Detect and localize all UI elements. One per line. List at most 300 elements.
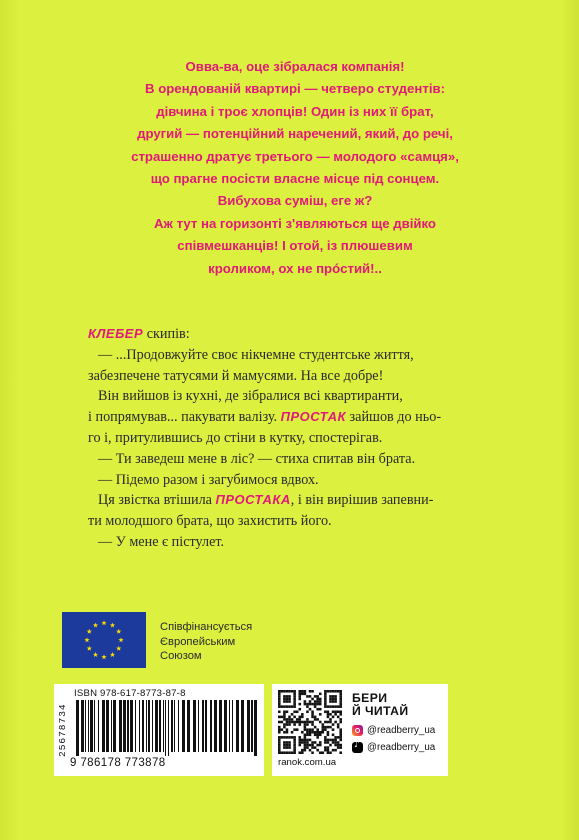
slogan-line: БЕРИ: [352, 691, 388, 705]
qr-module: [281, 736, 284, 739]
qr-module: [291, 713, 294, 716]
qr-module: [327, 716, 330, 719]
barcode-bar: [135, 700, 136, 752]
qr-code-icon[interactable]: [278, 690, 342, 754]
excerpt-text: , і він вирішив запевни-: [290, 492, 434, 509]
qr-module: [319, 708, 322, 711]
barcode-bar: [81, 700, 84, 752]
qr-module: [278, 751, 281, 754]
qr-module: [301, 690, 304, 693]
barcode-bar: [130, 700, 133, 752]
qr-module: [306, 705, 309, 708]
barcode-bar: [155, 700, 158, 752]
barcode-bar: [193, 700, 196, 752]
barcode-bar: [251, 700, 253, 752]
qr-module: [311, 746, 314, 749]
barcode-bar: [148, 700, 150, 752]
qr-module: [327, 741, 330, 744]
qr-module: [298, 718, 301, 721]
qr-module: [324, 728, 327, 731]
qr-module: [337, 705, 340, 708]
qr-module: [311, 728, 314, 731]
barcode-bar: [119, 700, 122, 752]
blurb-line: кроликом, ох не прóстий!..: [208, 260, 382, 276]
qr-module: [327, 705, 330, 708]
blurb-line: В орендованій квартирі — четверо студентів:: [145, 81, 445, 97]
qr-module: [327, 734, 330, 737]
qr-module: [283, 726, 286, 729]
qr-module: [304, 721, 307, 724]
excerpt-text: зайшов до ньо-: [346, 409, 442, 426]
barcode-bar: [90, 700, 93, 752]
qr-module: [298, 721, 301, 724]
qr-module: [304, 736, 307, 739]
qr-module: [316, 731, 319, 734]
qr-module: [337, 716, 340, 719]
qr-module: [314, 731, 317, 734]
qr-module: [281, 751, 284, 754]
qr-module: [324, 739, 327, 742]
qr-module: [298, 741, 301, 744]
qr-module: [339, 710, 342, 713]
barcode-bar: [236, 700, 239, 752]
barcode-bar: [139, 700, 140, 752]
qr-module: [306, 710, 309, 713]
qr-module: [339, 746, 342, 749]
qr-module: [293, 744, 296, 747]
qr-module: [304, 728, 307, 731]
qr-module: [332, 716, 335, 719]
qr-module: [339, 703, 342, 706]
barcode-bar: [88, 700, 89, 752]
eu-star: [118, 637, 123, 642]
qr-module: [298, 708, 301, 711]
qr-module: [278, 710, 281, 713]
qr-module: [339, 695, 342, 698]
qr-module: [286, 695, 289, 698]
barcode-bar: [165, 700, 166, 756]
qr-module: [291, 705, 294, 708]
qr-module: [329, 698, 332, 701]
qr-module: [291, 721, 294, 724]
qr-module: [309, 749, 312, 752]
qr-module: [329, 751, 332, 754]
qr-module: [337, 726, 340, 729]
qr-module: [306, 721, 309, 724]
barcode-bar: [94, 700, 95, 752]
qr-module: [327, 746, 330, 749]
blurb-line: страшенно дратує третього — молодого «самця»,: [131, 148, 459, 164]
qr-module: [316, 698, 319, 701]
qr-module: [283, 716, 286, 719]
excerpt-text: і попрямував... пакувати валізу.: [88, 409, 281, 426]
qr-module: [339, 734, 342, 737]
blurb-line: Аж тут на горизонті з'являються ще двійко: [154, 215, 436, 231]
qr-module: [329, 705, 332, 708]
qr-module: [332, 741, 335, 744]
qr-module: [309, 700, 312, 703]
eu-star: [101, 654, 106, 659]
qr-module: [332, 695, 335, 698]
barcode-bar: [254, 700, 257, 756]
ean-digits: 9 786178 773878: [70, 757, 166, 769]
qr-module: [332, 728, 335, 731]
barcode-bar: [182, 700, 185, 752]
qr-module: [301, 739, 304, 742]
qr-module: [286, 731, 289, 734]
qr-module: [334, 744, 337, 747]
barcode-bar: [241, 700, 244, 752]
qr-module: [316, 736, 319, 739]
qr-module: [339, 736, 342, 739]
qr-module: [324, 746, 327, 749]
qr-module: [293, 700, 296, 703]
eu-star: [93, 622, 98, 627]
qr-module: [337, 741, 340, 744]
qr-module: [316, 695, 319, 698]
qr-module: [327, 721, 330, 724]
qr-module: [311, 716, 314, 719]
excerpt-line: Він вийшов із кухні, де зібралися всі квартиранти,: [98, 388, 403, 405]
qr-module: [324, 700, 327, 703]
eu-text-line: Союзом: [160, 650, 202, 662]
qr-module: [309, 739, 312, 742]
qr-module: [324, 710, 327, 713]
qr-module: [278, 744, 281, 747]
qr-module: [329, 744, 332, 747]
qr-module: [334, 710, 337, 713]
qr-module: [327, 751, 330, 754]
qr-module: [301, 713, 304, 716]
qr-module: [293, 751, 296, 754]
qr-module: [314, 716, 317, 719]
qr-module: [293, 728, 296, 731]
barcode-bar: [214, 700, 217, 752]
qr-module: [316, 744, 319, 747]
qr-module: [339, 751, 342, 754]
eu-text-line: Співфінансується: [160, 621, 253, 633]
qr-module: [314, 741, 317, 744]
qr-module: [278, 695, 281, 698]
barcode-bar: [152, 700, 153, 752]
qr-module: [286, 723, 289, 726]
qr-module: [311, 723, 314, 726]
readberry-slogan: [352, 692, 409, 718]
qr-module: [337, 710, 340, 713]
qr-module: [332, 698, 335, 701]
qr-module: [286, 698, 289, 701]
qr-module: [283, 731, 286, 734]
excerpt-line: забезпечене татусями й мамусями. На все добре!: [88, 367, 384, 384]
qr-module: [298, 698, 301, 701]
qr-module: [306, 723, 309, 726]
qr-module: [306, 695, 309, 698]
qr-module: [339, 731, 342, 734]
qr-module: [334, 713, 337, 716]
qr-module: [301, 693, 304, 696]
qr-module: [286, 728, 289, 731]
excerpt-line: го і, притулившись до стіни в кутку, спостерігав.: [88, 429, 383, 446]
qr-module: [286, 700, 289, 703]
qr-module: [288, 736, 291, 739]
qr-module: [311, 698, 314, 701]
qr-module: [319, 698, 322, 701]
qr-module: [306, 734, 309, 737]
eu-star: [84, 637, 89, 642]
excerpt-line: — У мене є пістулет.: [98, 533, 225, 550]
qr-module: [324, 736, 327, 739]
qr-module: [332, 705, 335, 708]
qr-module: [324, 705, 327, 708]
qr-module: [301, 731, 304, 734]
barcode-bar: [168, 700, 169, 756]
qr-module: [309, 708, 312, 711]
qr-module: [281, 716, 284, 719]
barcode-bar: [198, 700, 199, 752]
qr-module: [288, 700, 291, 703]
qr-module: [304, 700, 307, 703]
qr-module: [288, 698, 291, 701]
slogan-line: Й ЧИТАЙ: [352, 704, 409, 718]
qr-module: [334, 749, 337, 752]
qr-module: [293, 741, 296, 744]
qr-module: [309, 734, 312, 737]
qr-module: [319, 703, 322, 706]
qr-module: [304, 746, 307, 749]
qr-module: [286, 718, 289, 721]
qr-module: [337, 744, 340, 747]
qr-module: [329, 721, 332, 724]
qr-module: [316, 728, 319, 731]
qr-module: [283, 695, 286, 698]
character-name-prostaka: ПРОСТАКА: [215, 492, 291, 508]
qr-module: [322, 751, 325, 754]
qr-module: [306, 741, 309, 744]
eu-cofunding-note: [160, 620, 252, 664]
qr-module: [329, 718, 332, 721]
qr-module: [332, 739, 335, 742]
qr-module: [288, 746, 291, 749]
qr-module: [324, 695, 327, 698]
qr-module: [319, 713, 322, 716]
qr-module: [337, 690, 340, 693]
qr-module: [301, 751, 304, 754]
qr-module: [327, 731, 330, 734]
qr-module: [332, 749, 335, 752]
qr-module: [298, 739, 301, 742]
qr-module: [288, 716, 291, 719]
qr-module: [291, 731, 294, 734]
qr-module: [278, 693, 281, 696]
qr-module: [339, 705, 342, 708]
barcode-bar: [219, 700, 222, 752]
qr-module: [301, 716, 304, 719]
blurb-line: що прагне посісти власне місце під сонцем.: [150, 171, 440, 187]
qr-module: [324, 693, 327, 696]
qr-module: [337, 746, 340, 749]
qr-module: [332, 710, 335, 713]
qr-module: [329, 700, 332, 703]
qr-module: [286, 705, 289, 708]
excerpt-text: скипів:: [143, 326, 190, 342]
eu-star: [116, 629, 121, 634]
qr-module: [288, 741, 291, 744]
qr-module: [334, 705, 337, 708]
qr-module: [296, 710, 299, 713]
qr-module: [281, 728, 284, 731]
qr-module: [304, 726, 307, 729]
barcode-bar: [187, 700, 190, 752]
qr-module: [304, 741, 307, 744]
eu-text-line: Європейським: [160, 635, 236, 648]
qr-module: [293, 721, 296, 724]
qr-module: [278, 700, 281, 703]
qr-module: [327, 739, 330, 742]
qr-module: [314, 700, 317, 703]
qr-module: [339, 698, 342, 701]
tiktok-link[interactable]: [352, 742, 435, 753]
instagram-link[interactable]: [352, 725, 435, 736]
qr-module: [339, 690, 342, 693]
qr-module: [319, 751, 322, 754]
qr-module: [283, 710, 286, 713]
qr-module: [298, 744, 301, 747]
qr-module: [316, 708, 319, 711]
qr-module: [322, 731, 325, 734]
qr-module: [329, 726, 332, 729]
qr-module: [334, 741, 337, 744]
qr-module: [319, 700, 322, 703]
qr-module: [278, 741, 281, 744]
qr-module: [322, 723, 325, 726]
qr-module: [319, 734, 322, 737]
qr-module: [278, 749, 281, 752]
qr-module: [311, 713, 314, 716]
barcode-bar: [210, 700, 212, 752]
qr-module: [298, 723, 301, 726]
excerpt-line: [88, 490, 498, 511]
qr-module: [286, 721, 289, 724]
qr-module: [288, 744, 291, 747]
barcode-bar: [159, 700, 161, 752]
barcode-bar: [113, 700, 116, 752]
qr-module: [281, 705, 284, 708]
barcode-side-digits: 25678734: [57, 703, 68, 757]
qr-module: [316, 749, 319, 752]
qr-module: [319, 731, 322, 734]
qr-module: [339, 700, 342, 703]
qr-module: [298, 690, 301, 693]
qr-module: [296, 721, 299, 724]
qr-module: [283, 705, 286, 708]
qr-module: [311, 703, 314, 706]
qr-module: [306, 703, 309, 706]
barcode-bar: [171, 700, 173, 752]
qr-module: [327, 690, 330, 693]
qr-module: [286, 736, 289, 739]
qr-module: [311, 721, 314, 724]
barcode-bar: [202, 700, 204, 752]
qr-module: [296, 718, 299, 721]
excerpt-line: [88, 324, 498, 345]
qr-module: [324, 749, 327, 752]
qr-module: [293, 749, 296, 752]
qr-module: [334, 690, 337, 693]
qr-module: [288, 723, 291, 726]
qr-module: [306, 744, 309, 747]
qr-module: [316, 734, 319, 737]
qr-module: [339, 728, 342, 731]
qr-module: [283, 698, 286, 701]
barcode-bar: [123, 700, 126, 752]
qr-module: [288, 751, 291, 754]
blurb-line: Вибухова суміш, еге ж?: [217, 193, 373, 209]
qr-module: [296, 728, 299, 731]
qr-module: [283, 700, 286, 703]
instagram-handle: @readberry_ua: [367, 725, 436, 736]
qr-module: [316, 700, 319, 703]
qr-module: [314, 734, 317, 737]
isbn-label: ISBN 978-617-8773-87-8: [74, 688, 186, 699]
qr-module: [332, 700, 335, 703]
qr-module: [319, 721, 322, 724]
character-name-prostak: ПРОСТАК: [280, 409, 346, 425]
qr-module: [314, 705, 317, 708]
qr-module: [288, 721, 291, 724]
qr-module: [327, 749, 330, 752]
qr-module: [278, 728, 281, 731]
barcode-bar: [205, 700, 207, 752]
qr-module: [283, 751, 286, 754]
publisher-url[interactable]: ranok.com.ua: [278, 757, 337, 768]
qr-module: [293, 716, 296, 719]
qr-module: [301, 741, 304, 744]
qr-module: [324, 698, 327, 701]
qr-module: [332, 690, 335, 693]
qr-module: [311, 731, 314, 734]
qr-module: [306, 728, 309, 731]
qr-module: [306, 746, 309, 749]
qr-module: [288, 695, 291, 698]
qr-module: [339, 739, 342, 742]
qr-module: [283, 741, 286, 744]
qr-module: [311, 690, 314, 693]
qr-module: [283, 744, 286, 747]
barcode-bar: [146, 700, 147, 752]
qr-module: [298, 751, 301, 754]
qr-module: [311, 741, 314, 744]
barcode-bar: [163, 700, 164, 752]
qr-module: [298, 703, 301, 706]
eu-star: [87, 646, 92, 651]
qr-module: [301, 721, 304, 724]
qr-module: [316, 703, 319, 706]
qr-module: [291, 736, 294, 739]
qr-module: [286, 746, 289, 749]
excerpt-line: — Підемо разом і загубимося вдвох.: [98, 471, 319, 488]
qr-module: [298, 693, 301, 696]
qr-module: [314, 695, 317, 698]
qr-module: [293, 698, 296, 701]
eu-star: [110, 622, 115, 627]
barcode-bar: [127, 700, 129, 752]
qr-module: [293, 693, 296, 696]
qr-module: [319, 744, 322, 747]
barcode-bar: [85, 700, 86, 752]
qr-module: [304, 703, 307, 706]
tiktok-icon: [352, 742, 363, 753]
qr-module: [339, 718, 342, 721]
